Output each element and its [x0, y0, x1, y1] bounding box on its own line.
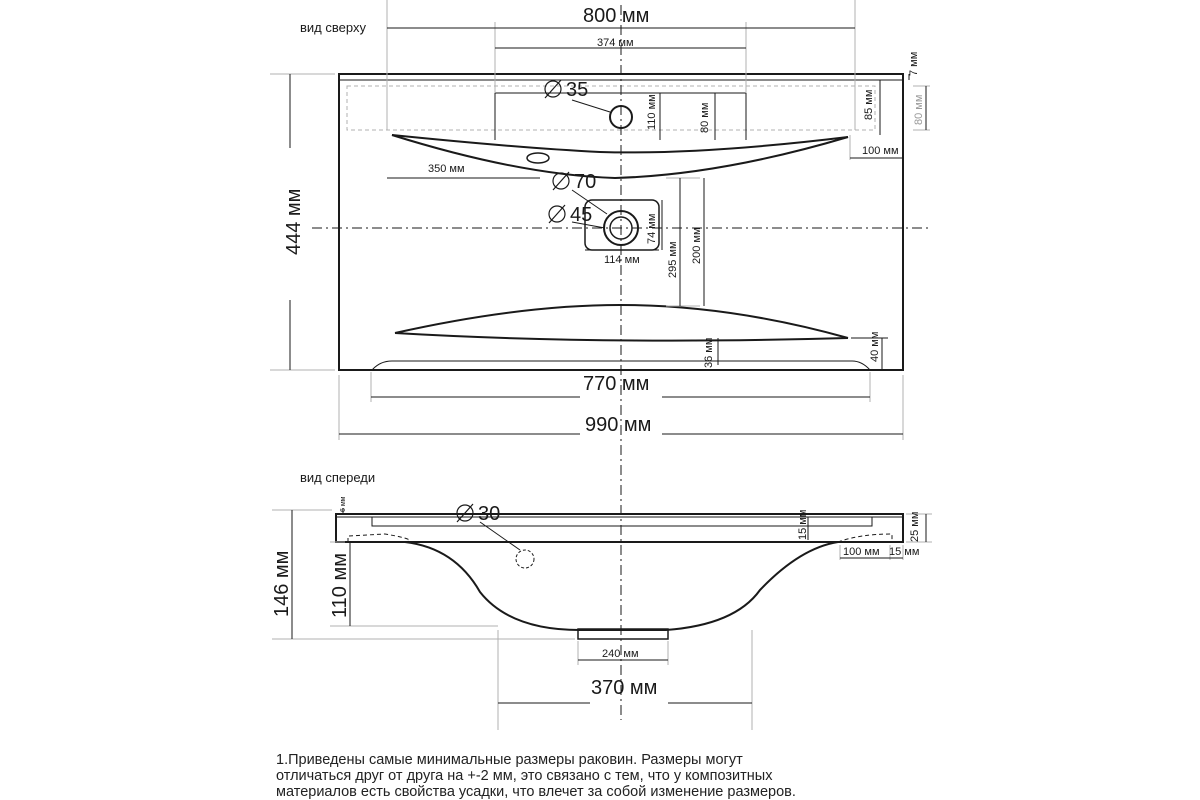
dim-vertical-200: 200 мм: [691, 227, 703, 264]
dim-width-370: 370 мм: [591, 677, 658, 699]
dim-vertical-40: 40 мм: [869, 331, 881, 362]
dim-width-800: 800 мм: [583, 5, 650, 27]
dim-horizontal-350: 350 мм: [428, 163, 465, 175]
top-view-label: вид сверху: [300, 20, 366, 35]
dim-vertical-85: 85 мм: [863, 89, 875, 120]
dim-diameter-30: 30: [478, 503, 501, 525]
dim-vertical-7: 7 мм: [908, 51, 920, 76]
front-slab: [336, 514, 903, 542]
dim-vertical-36: 36 мм: [703, 337, 715, 368]
dim-width-990: 990 мм: [585, 414, 652, 436]
dim-width-770: 770 мм: [583, 373, 650, 395]
footnote: 1.Приведены самые минимальные размеры раковин. Размеры могут отличаться друг от друга на +-2 мм, это связано с тем, что у композитных материалов есть свойства усадки, что влечет за собой изменение размеров.: [276, 752, 796, 800]
diameter-35-icon: [545, 80, 561, 98]
front-overflow-hole: [516, 550, 534, 568]
diameter-70-icon: [553, 172, 569, 190]
dim-vertical-295: 295 мм: [667, 241, 679, 278]
dim-horizontal-114: 114 мм: [604, 254, 640, 266]
dim-width-374: 374 мм: [597, 37, 634, 49]
dim-height-146: 146 мм: [271, 550, 293, 617]
overflow-slot: [527, 153, 549, 163]
dim-vertical-110: 110 мм: [646, 94, 658, 130]
tap-hole-leader: [572, 100, 610, 112]
dim-diameter-70: 70: [574, 171, 597, 193]
dim-diameter-45: 45: [570, 204, 593, 226]
dim-vertical-15: 15 мм: [797, 509, 809, 540]
dim-horizontal-100: 100 мм: [862, 145, 899, 157]
dim-horizontal-15: 15 мм: [889, 546, 920, 558]
dim-vertical-6: 6 мм: [340, 496, 347, 512]
dim-vertical-25: 25 мм: [909, 511, 921, 542]
front-dimension-lines: [292, 508, 926, 703]
dim-diameter-35: 35: [566, 79, 589, 101]
bowl-upper-edge: [392, 135, 848, 152]
dim-horizontal-240: 240 мм: [602, 648, 639, 660]
front-dashed-contour-right: [838, 534, 892, 542]
diameter-45-icon: [549, 205, 565, 223]
dim-vertical-80-grey: 80 мм: [913, 94, 925, 125]
dim-height-444: 444 мм: [283, 188, 305, 255]
front-dashed-contour: [348, 534, 410, 542]
top-view: [270, 0, 930, 720]
front-view: [271, 470, 932, 730]
dim-height-110: 110 мм: [329, 553, 351, 618]
dim-horizontal-100: 100 мм: [843, 546, 880, 558]
dim-vertical-80: 80 мм: [699, 102, 711, 133]
dim-vertical-74: 74 мм: [646, 213, 658, 244]
front-view-label: вид спереди: [300, 470, 376, 485]
